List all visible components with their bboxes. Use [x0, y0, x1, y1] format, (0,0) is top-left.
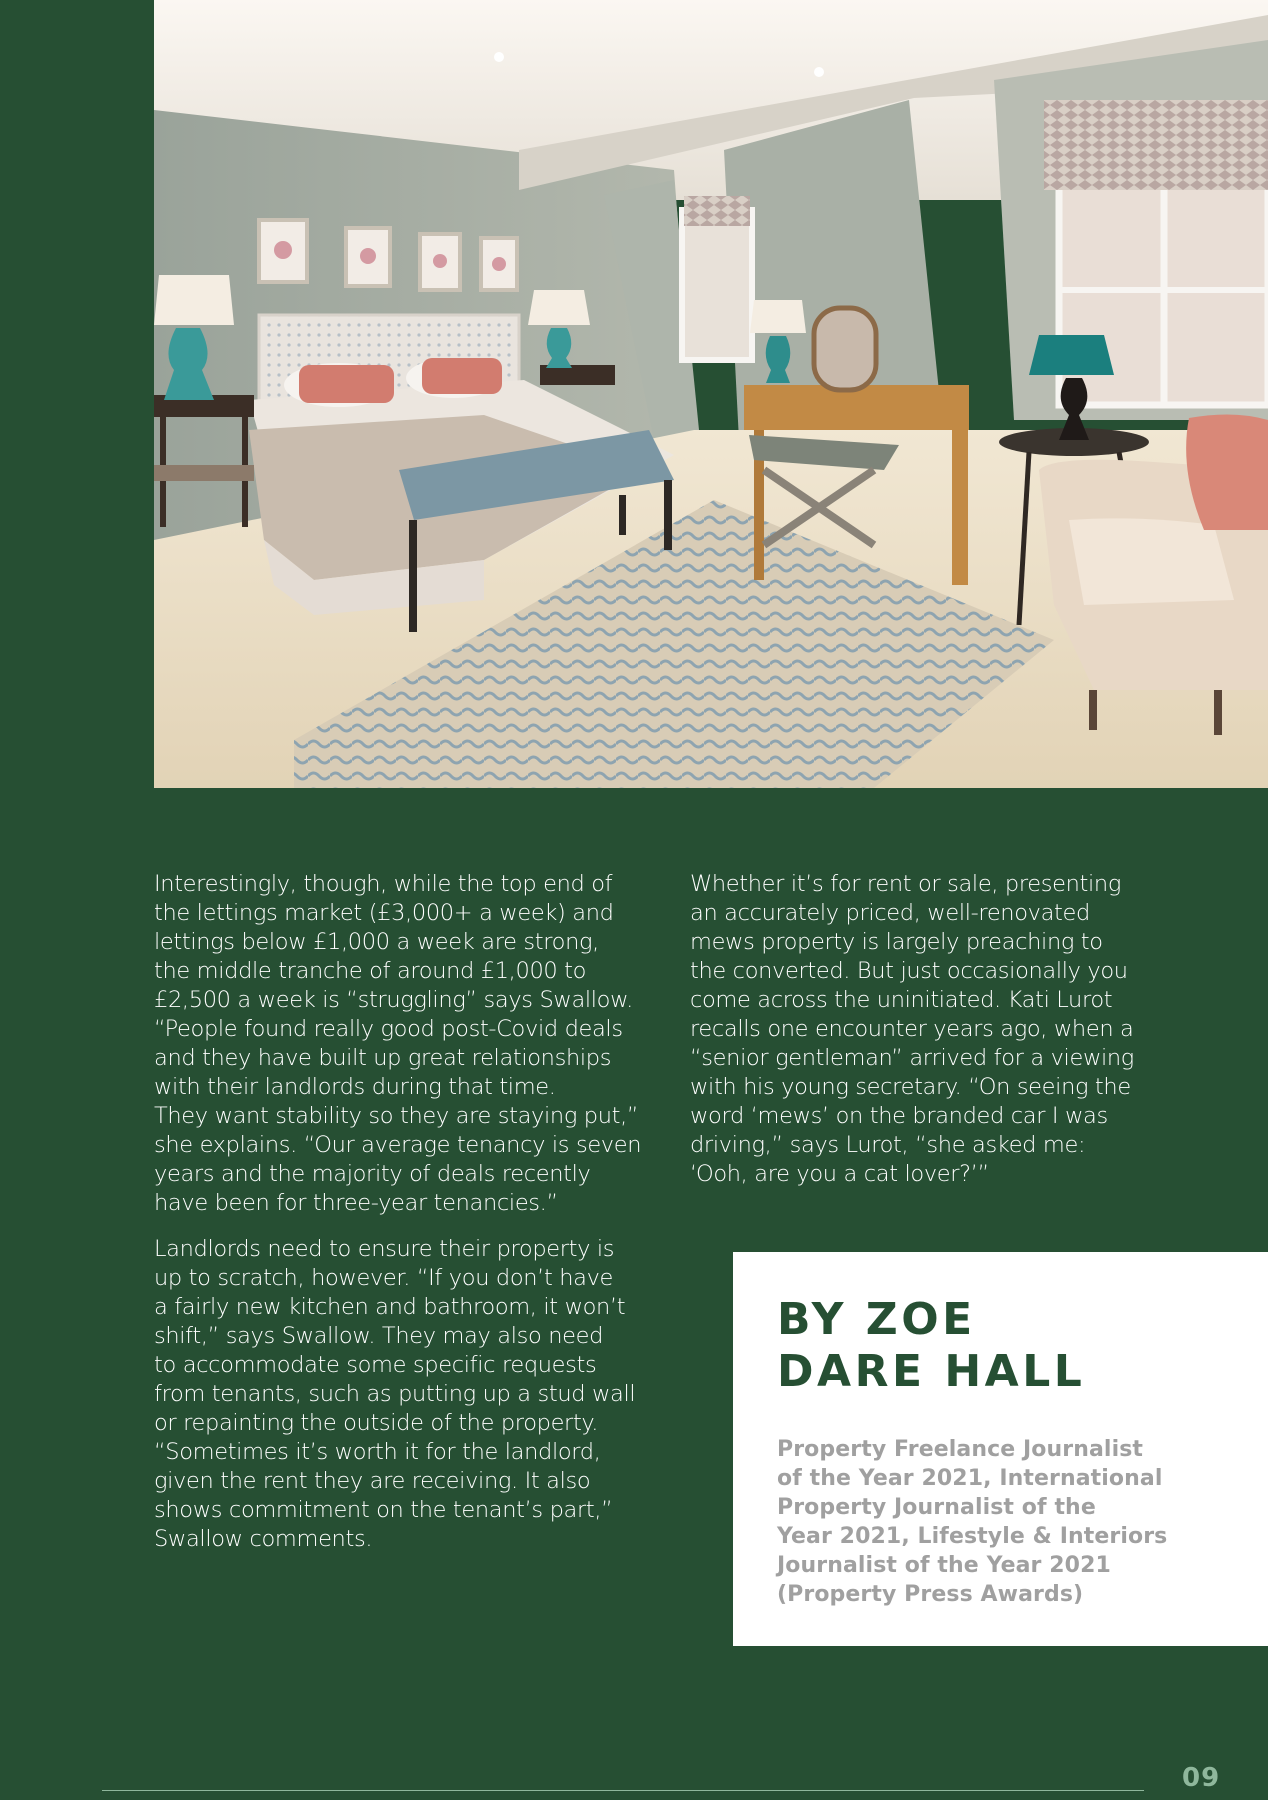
- credentials-line: Property Freelance Journalist: [777, 1437, 1144, 1462]
- text-line: “Sometimes it’s worth it for the landlord,: [154, 1439, 601, 1465]
- text-line: come across the uninitiated. Kati Lurot: [690, 987, 1113, 1013]
- text-line: Swallow comments.: [154, 1526, 373, 1552]
- text-line: given the rent they are receiving. It also: [154, 1468, 591, 1494]
- author-byline: [777, 1294, 1085, 1398]
- text-line: ‘Ooh, are you a cat lover?’”: [690, 1161, 989, 1187]
- text-line: “senior gentleman” arrived for a viewing: [690, 1045, 1134, 1071]
- text-line: years and the majority of deals recently: [154, 1161, 591, 1187]
- text-line: an accurately priced, well-renovated: [690, 900, 1090, 926]
- text-line: shows commitment on the tenant’s part,”: [154, 1497, 613, 1523]
- text-line: They want stability so they are staying put,”: [154, 1103, 639, 1129]
- author-credentials: [777, 1435, 1167, 1609]
- text-line: to accommodate some specific requests: [154, 1352, 597, 1378]
- text-line: a fairly new kitchen and bathroom, it won’t: [154, 1294, 626, 1320]
- text-line: shift,” says Swallow. They may also need: [154, 1323, 604, 1349]
- text-line: or repainting the outside of the property.: [154, 1410, 598, 1436]
- text-line: the lettings market (£3,000+ a week) and: [154, 900, 614, 926]
- text-line: the converted. But just occasionally you: [690, 958, 1128, 984]
- bedroom-photo: [154, 0, 1268, 788]
- credentials-line: (Property Press Awards): [777, 1582, 1084, 1607]
- text-line: up to scratch, however. “If you don’t have: [154, 1265, 614, 1291]
- footer-divider: [102, 1790, 1144, 1791]
- credentials-line: Year 2021, Lifestyle & Interiors: [777, 1524, 1168, 1549]
- text-line: Whether it’s for rent or sale, presenting: [690, 871, 1121, 897]
- text-line: have been for three-year tenancies.”: [154, 1190, 558, 1216]
- article-paragraph: [154, 1235, 654, 1554]
- article-column-left: [154, 870, 654, 1571]
- text-line: and they have built up great relationships: [154, 1045, 612, 1071]
- text-line: with their landlords during that time.: [154, 1074, 556, 1100]
- byline-line: DARE HALL: [777, 1346, 1086, 1397]
- author-box: [733, 1252, 1268, 1646]
- text-line: Landlords need to ensure their property is: [154, 1236, 615, 1262]
- article-paragraph: [690, 870, 1150, 1189]
- article-column-right: [690, 870, 1150, 1206]
- text-line: from tenants, such as putting up a stud wall: [154, 1381, 636, 1407]
- text-line: word ‘mews’ on the branded car I was: [690, 1103, 1108, 1129]
- text-line: with his young secretary. “On seeing the: [690, 1074, 1131, 1100]
- credentials-line: Journalist of the Year 2021: [777, 1553, 1111, 1578]
- article-paragraph: [154, 870, 654, 1218]
- text-line: “People found really good post-Covid deals: [154, 1016, 623, 1042]
- byline-line: BY ZOE: [777, 1294, 976, 1345]
- credentials-line: Property Journalist of the: [777, 1495, 1096, 1520]
- text-line: she explains. “Our average tenancy is seven: [154, 1132, 642, 1158]
- text-line: £2,500 a week is “struggling” says Swallow.: [154, 987, 633, 1013]
- text-line: Interestingly, though, while the top end of: [154, 871, 613, 897]
- text-line: the middle tranche of around £1,000 to: [154, 958, 587, 984]
- page-number: 09: [1182, 1763, 1221, 1793]
- text-line: mews property is largely preaching to: [690, 929, 1103, 955]
- text-line: lettings below £1,000 a week are strong,: [154, 929, 599, 955]
- text-line: driving,” says Lurot, “she asked me:: [690, 1132, 1086, 1158]
- credentials-line: of the Year 2021, International: [777, 1466, 1163, 1491]
- text-line: recalls one encounter years ago, when a: [690, 1016, 1134, 1042]
